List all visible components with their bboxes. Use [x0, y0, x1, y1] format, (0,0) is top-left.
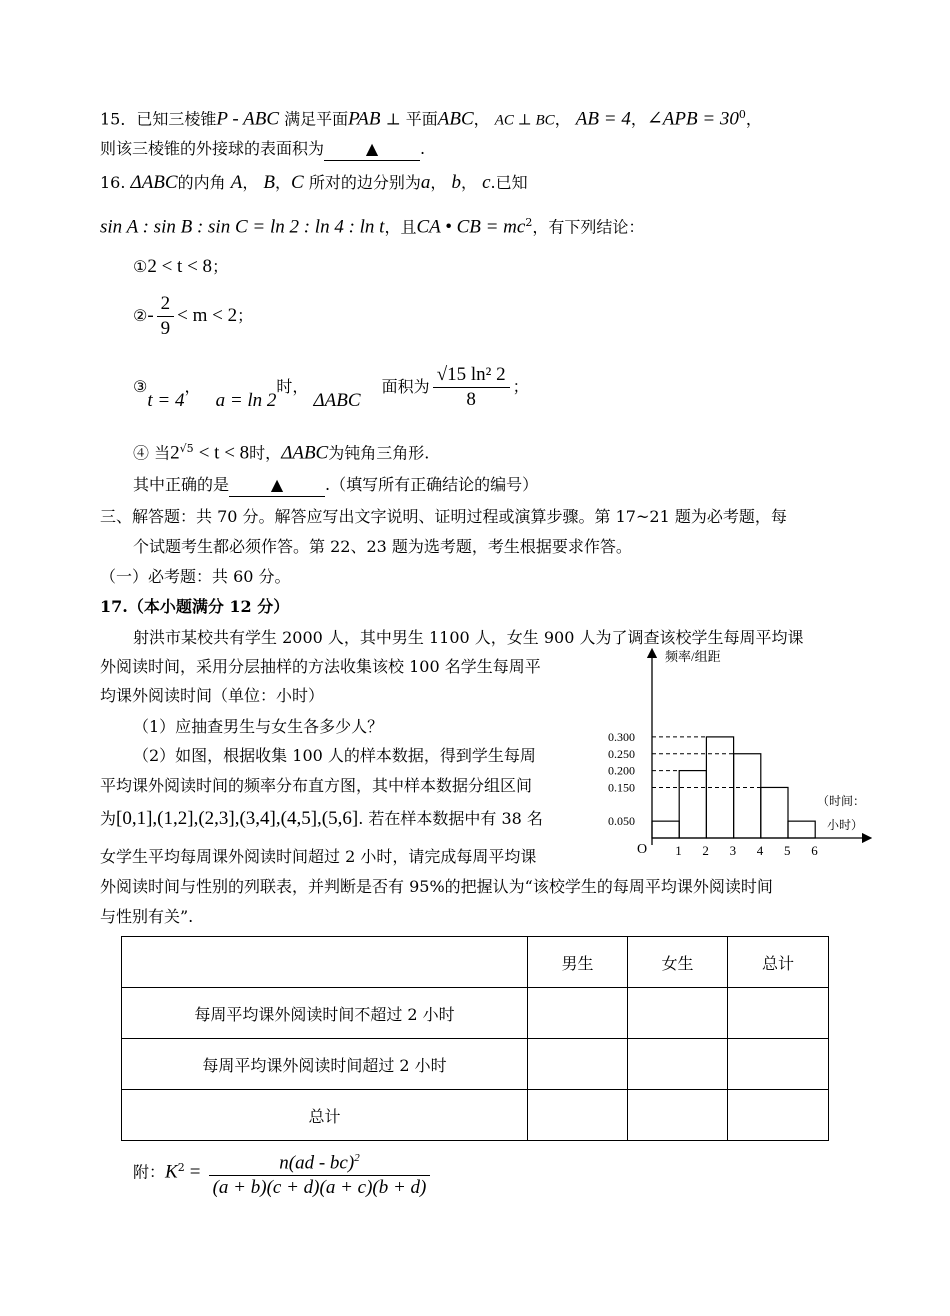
q16-answer-blank[interactable]: ▲	[229, 474, 325, 497]
section3-line1: 三、解答题：共 70 分。解答应写出文字说明、证明过程或演算步骤。第 17~21 题为必考题，每	[100, 507, 787, 526]
x-tick-group	[675, 843, 818, 858]
table-row	[122, 1090, 829, 1141]
q17-sub1: （1）应抽查男生与女生各多少人？	[133, 717, 384, 736]
option1-marker: ①	[133, 257, 148, 276]
q17-sub6: 外阅读时间与性别的列联表，并判断是否有 95%的把握认为“该校学生的每周平均课外阅读时间	[100, 877, 773, 896]
option4-exponent: √5	[179, 442, 194, 455]
y-tick-label: 0.050	[608, 814, 635, 829]
q15-expr5: AB = 4	[575, 108, 631, 130]
q16-vector: CA • CB = mc	[416, 216, 526, 238]
x-tick-label: 3	[729, 843, 737, 858]
q15-end: .	[420, 139, 426, 158]
q17-para3: 均课外阅读时间（单位：小时）	[100, 686, 325, 705]
q16-comma4: ，	[460, 173, 477, 192]
x-tick-label: 6	[811, 843, 818, 858]
q16-option3	[133, 360, 529, 414]
option4-expr: < t < 8	[198, 442, 250, 464]
header-cell-empty	[122, 937, 528, 988]
q15-expr1: P - ABC	[216, 108, 280, 130]
q15-text2: 平面	[405, 109, 438, 129]
q17-sub3: 平均课外阅读时间的频率分布直方图，其中样本数据分组区间	[100, 776, 533, 795]
q16-c: c	[482, 172, 491, 193]
q15-sep2: ，	[554, 109, 571, 129]
x-tick-label: 4	[756, 843, 764, 858]
q17-sub7: 与性别有关”.	[100, 907, 194, 926]
formula-denominator: (a + b)(c + d)(a + c)(b + d)	[212, 1176, 427, 1198]
table-cell[interactable]	[728, 1039, 829, 1090]
option3-numerator: √15 ln² 2	[433, 363, 510, 388]
row-label: 总计	[122, 1090, 528, 1141]
origin-label: O	[637, 842, 648, 857]
frequency-histogram	[605, 645, 875, 865]
q16-comma1: ，	[242, 173, 259, 192]
option2-neg: -	[147, 305, 154, 326]
q16-text2: 所对的边分别为	[308, 173, 421, 192]
table-row	[122, 1039, 829, 1090]
section3-line2: 个试题考生都必须作答。第 22、23 题为选考题，考生根据要求作答。	[133, 537, 632, 556]
q16-answer-line	[133, 474, 538, 497]
option3-comma: ，	[184, 377, 201, 396]
histogram-bar	[679, 771, 706, 838]
y-tick-label: 0.250	[608, 746, 635, 761]
q16-comma2: ，	[275, 173, 292, 192]
y-tick-label: 0.200	[608, 763, 635, 778]
table-cell[interactable]	[528, 1090, 628, 1141]
q17-sub5: 女学生平均每周课外阅读时间超过 2 小时，请完成每周平均课	[100, 847, 537, 866]
q15-line2-text: 则该三棱锥的外接球的表面积为	[100, 139, 325, 158]
x-axis-label-2: 小时）	[827, 818, 864, 832]
q16-text1: 的内角	[177, 173, 226, 192]
q16-comma3: ，	[430, 173, 447, 192]
x-axis-label-1: （时间：	[817, 794, 866, 808]
table-cell[interactable]	[628, 988, 728, 1039]
y-tick-label: 0.150	[608, 780, 635, 795]
option3-a: a = ln 2	[215, 390, 277, 411]
q15-line1	[100, 104, 762, 131]
q16-b: b	[451, 172, 461, 193]
y-tick-group	[608, 730, 761, 828]
q16-square: 2	[525, 216, 533, 229]
formula-equals: =	[189, 1161, 201, 1183]
table-cell[interactable]	[628, 1090, 728, 1141]
table-cell[interactable]	[728, 1090, 829, 1141]
option4-triangle: ΔABC	[281, 442, 329, 464]
table-cell[interactable]	[528, 1039, 628, 1090]
formula-prefix: 附：	[133, 1162, 166, 1182]
formula-lhs: K	[165, 1161, 178, 1183]
option3-when: 时，	[276, 377, 309, 396]
q16-a: a	[420, 172, 431, 193]
q16-given: sin A : sin B : sin C = ln 2 : ln 4 : ln t	[100, 216, 385, 238]
row-label: 每周平均课外阅读时间不超过 2 小时	[122, 988, 528, 1039]
q16-C: C	[291, 172, 304, 193]
option3-area-text: 面积为	[381, 377, 430, 396]
formula-fraction	[209, 1146, 431, 1200]
q15-expr3: ABC	[437, 108, 474, 130]
option4-end: 为钝角三角形.	[328, 443, 430, 463]
q15-expr4: AC ⊥ BC	[494, 112, 555, 129]
option2-semicolon: ；	[237, 306, 254, 325]
q15-answer-blank[interactable]: ▲	[324, 138, 420, 161]
histogram-bar	[788, 821, 815, 838]
option2-fraction	[157, 292, 175, 341]
y-axis-label: 频率/组距	[665, 649, 721, 664]
option2-denominator: 9	[160, 318, 171, 339]
q16-line1	[100, 172, 528, 194]
q15-degree: 0	[738, 108, 746, 121]
option3-semicolon: ；	[512, 377, 529, 396]
q16-option2	[133, 292, 253, 341]
table-cell[interactable]	[628, 1039, 728, 1090]
header-cell-male: 男生	[528, 937, 628, 988]
table-cell[interactable]	[528, 988, 628, 1039]
q15-line2	[100, 138, 425, 161]
option3-marker: ③	[133, 377, 148, 396]
option4-marker: ④ 当	[133, 443, 171, 463]
section3-sub: （一）必考题：共 60 分。	[100, 567, 291, 586]
q16-label: 16.	[100, 173, 126, 192]
histogram-bar	[652, 821, 679, 838]
formula-numerator-exponent: 2	[354, 1151, 360, 1164]
q16-triangle: ΔABC	[130, 172, 178, 193]
q15-perp: ⊥	[380, 109, 406, 129]
q15-expr2: PAB	[348, 108, 381, 130]
formula-numerator-text: n(ad - bc)	[279, 1151, 355, 1173]
table-row	[122, 988, 829, 1039]
x-tick-label: 1	[675, 843, 682, 858]
q16-B: B	[263, 172, 276, 193]
x-tick-label: 5	[784, 843, 791, 858]
q16-answer-end: .（填写所有正确结论的编号）	[325, 475, 539, 494]
header-cell-female: 女生	[628, 937, 728, 988]
formula-lhs-exponent: 2	[177, 1161, 185, 1174]
option4-when: 时，	[249, 443, 282, 463]
option2-marker: ②	[133, 306, 148, 325]
q15-sep3: ，	[630, 109, 647, 129]
q16-text4: ，且	[384, 217, 417, 237]
option3-triangle: ΔABC	[313, 390, 361, 411]
header-cell-total: 总计	[728, 937, 829, 988]
x-tick-label: 2	[702, 843, 709, 858]
option3-denominator: 8	[466, 389, 476, 410]
option4-base: 2	[170, 442, 180, 464]
option3-t: t = 4	[147, 390, 185, 411]
q16-given-line	[100, 212, 644, 238]
contingency-table	[121, 936, 829, 1141]
q17-sub4	[100, 808, 543, 830]
y-tick-label: 0.300	[608, 729, 635, 744]
formula	[133, 1140, 433, 1200]
histogram-bar	[734, 754, 761, 838]
q16-text5: ，有下列结论：	[532, 217, 645, 237]
option2-expr: < m < 2	[177, 305, 238, 326]
q17-title: 17.（本小题满分 12 分）	[100, 597, 290, 616]
q17-para2: 外阅读时间，采用分层抽样的方法收集该校 100 名学生每周平	[100, 657, 541, 676]
q16-A: A	[230, 172, 243, 193]
q15-text1: 满足平面	[284, 109, 349, 129]
q15-sep4: ，	[745, 109, 762, 129]
q17-sub4-post: . 若在样本数据中有 38 名	[358, 809, 543, 828]
table-cell[interactable]	[728, 988, 829, 1039]
q15-label: 15．已知三棱锥	[100, 109, 217, 129]
q16-text3: .已知	[490, 173, 528, 192]
option2-numerator: 2	[157, 292, 175, 317]
q16-option4	[133, 438, 429, 464]
q17-intervals: [0,1],(1,2],(2,3],(3,4],(4,5],(5,6]	[116, 808, 359, 829]
table-header-row	[122, 937, 829, 988]
q17-para1: 射洪市某校共有学生 2000 人，其中男生 1100 人，女生 900 人为了调查该校学生每周平均课	[133, 628, 804, 647]
row-label: 每周平均课外阅读时间超过 2 小时	[122, 1039, 528, 1090]
q16-option1	[133, 256, 228, 278]
histogram-bar	[761, 787, 788, 838]
q15-sep1: ，	[473, 109, 490, 129]
q16-answer-text: 其中正确的是	[133, 475, 230, 494]
q15-expr6: ∠APB = 30	[646, 108, 739, 130]
formula-numerator	[209, 1146, 431, 1176]
q17-sub4-prefix: 为	[100, 809, 117, 828]
option3-fraction	[433, 363, 510, 412]
option1-semicolon: ；	[212, 257, 229, 276]
q17-sub2: （2）如图，根据收集 100 人的样本数据，得到学生每周	[133, 746, 536, 765]
option1-expr: 2 < t < 8	[147, 256, 213, 277]
